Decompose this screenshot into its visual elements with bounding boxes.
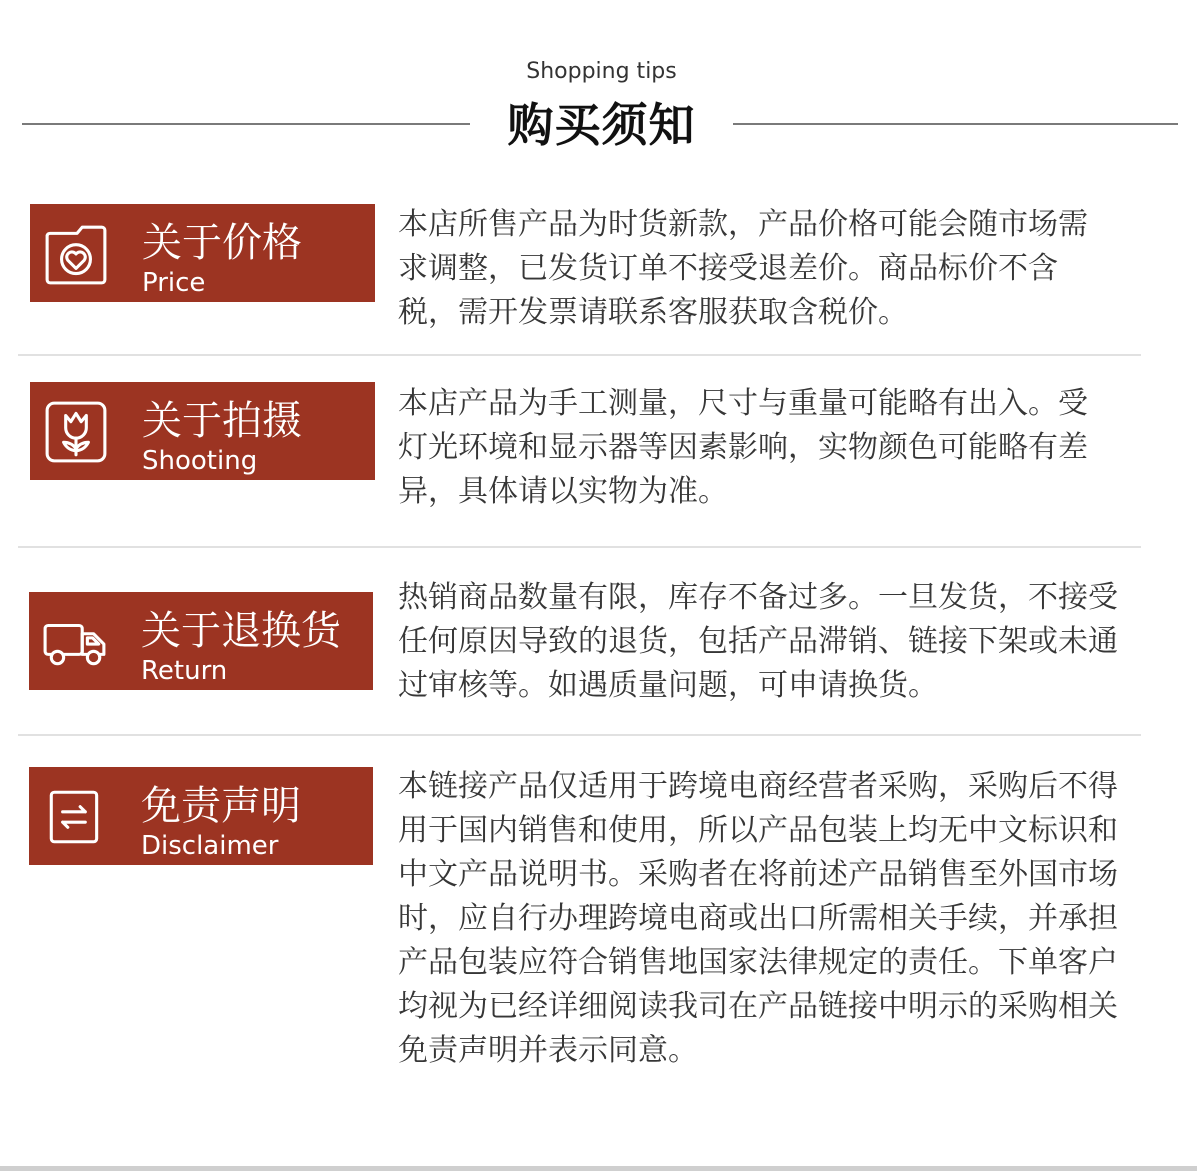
section-body-return — [398, 576, 1178, 708]
section-label-disclaimer — [29, 767, 373, 865]
section-body-disclaimer — [398, 765, 1178, 1073]
section-label-shooting — [30, 382, 375, 480]
section-label-return — [29, 592, 373, 690]
section-divider — [18, 546, 1141, 548]
text-line: 均视为已经详细阅读我司在产品链接中明示的采购相关 — [398, 989, 1118, 1024]
section-subtitle: Price — [142, 268, 206, 298]
text-line: 求调整，已发货订单不接受退差价。商品标价不含 — [398, 251, 1058, 286]
text-line: 本链接产品仅适用于跨境电商经营者采购，采购后不得 — [398, 769, 1118, 804]
section-title: 关于价格 — [142, 220, 302, 266]
header-rule-left — [22, 123, 470, 125]
truck-icon — [42, 609, 108, 675]
text-line: 用于国内销售和使用，所以产品包装上均无中文标识和 — [398, 813, 1118, 848]
text-line: 免责声明并表示同意。 — [398, 1033, 698, 1068]
text-line: 灯光环境和显示器等因素影响，实物颜色可能略有差 — [398, 430, 1088, 465]
text-line: 时，应自行办理跨境电商或出口所需相关手续，并承担 — [398, 901, 1118, 936]
text-line: 异，具体请以实物为准。 — [398, 474, 728, 509]
section-title: 关于拍摄 — [142, 398, 302, 444]
header-rule-right — [733, 123, 1178, 125]
text-line: 过审核等。如遇质量问题，可申请换货。 — [398, 668, 938, 703]
text-line: 本店产品为手工测量，尺寸与重量可能略有出入。受 — [398, 386, 1088, 421]
section-body-shooting — [398, 382, 1178, 514]
section-subtitle: Disclaimer — [141, 831, 279, 861]
text-line: 本店所售产品为时货新款，产品价格可能会随市场需 — [398, 207, 1088, 242]
section-divider — [18, 734, 1141, 736]
section-subtitle: Shooting — [142, 446, 258, 476]
section-title: 关于退换货 — [141, 608, 341, 654]
folder-heart-icon — [43, 221, 109, 287]
text-line: 任何原因导致的退货，包括产品滞销、链接下架或未通 — [398, 624, 1118, 659]
section-subtitle: Return — [141, 656, 228, 686]
text-line: 税，需开发票请联系客服获取含税价。 — [398, 295, 908, 330]
section-title: 免责声明 — [141, 783, 301, 829]
section-body-price — [398, 203, 1178, 335]
bottom-edge — [0, 1166, 1197, 1171]
text-line: 中文产品说明书。采购者在将前述产品销售至外国市场 — [398, 857, 1118, 892]
text-line: 热销商品数量有限，库存不备过多。一旦发货，不接受 — [398, 580, 1118, 615]
section-label-price — [30, 204, 375, 302]
page-title: 购买须知 — [507, 98, 696, 152]
flower-icon — [43, 399, 109, 465]
text-line: 产品包装应符合销售地国家法律规定的责任。下单客户 — [398, 945, 1118, 980]
header-subtitle: Shopping tips — [526, 59, 677, 84]
section-divider — [18, 354, 1141, 356]
exchange-document-icon — [42, 784, 108, 850]
